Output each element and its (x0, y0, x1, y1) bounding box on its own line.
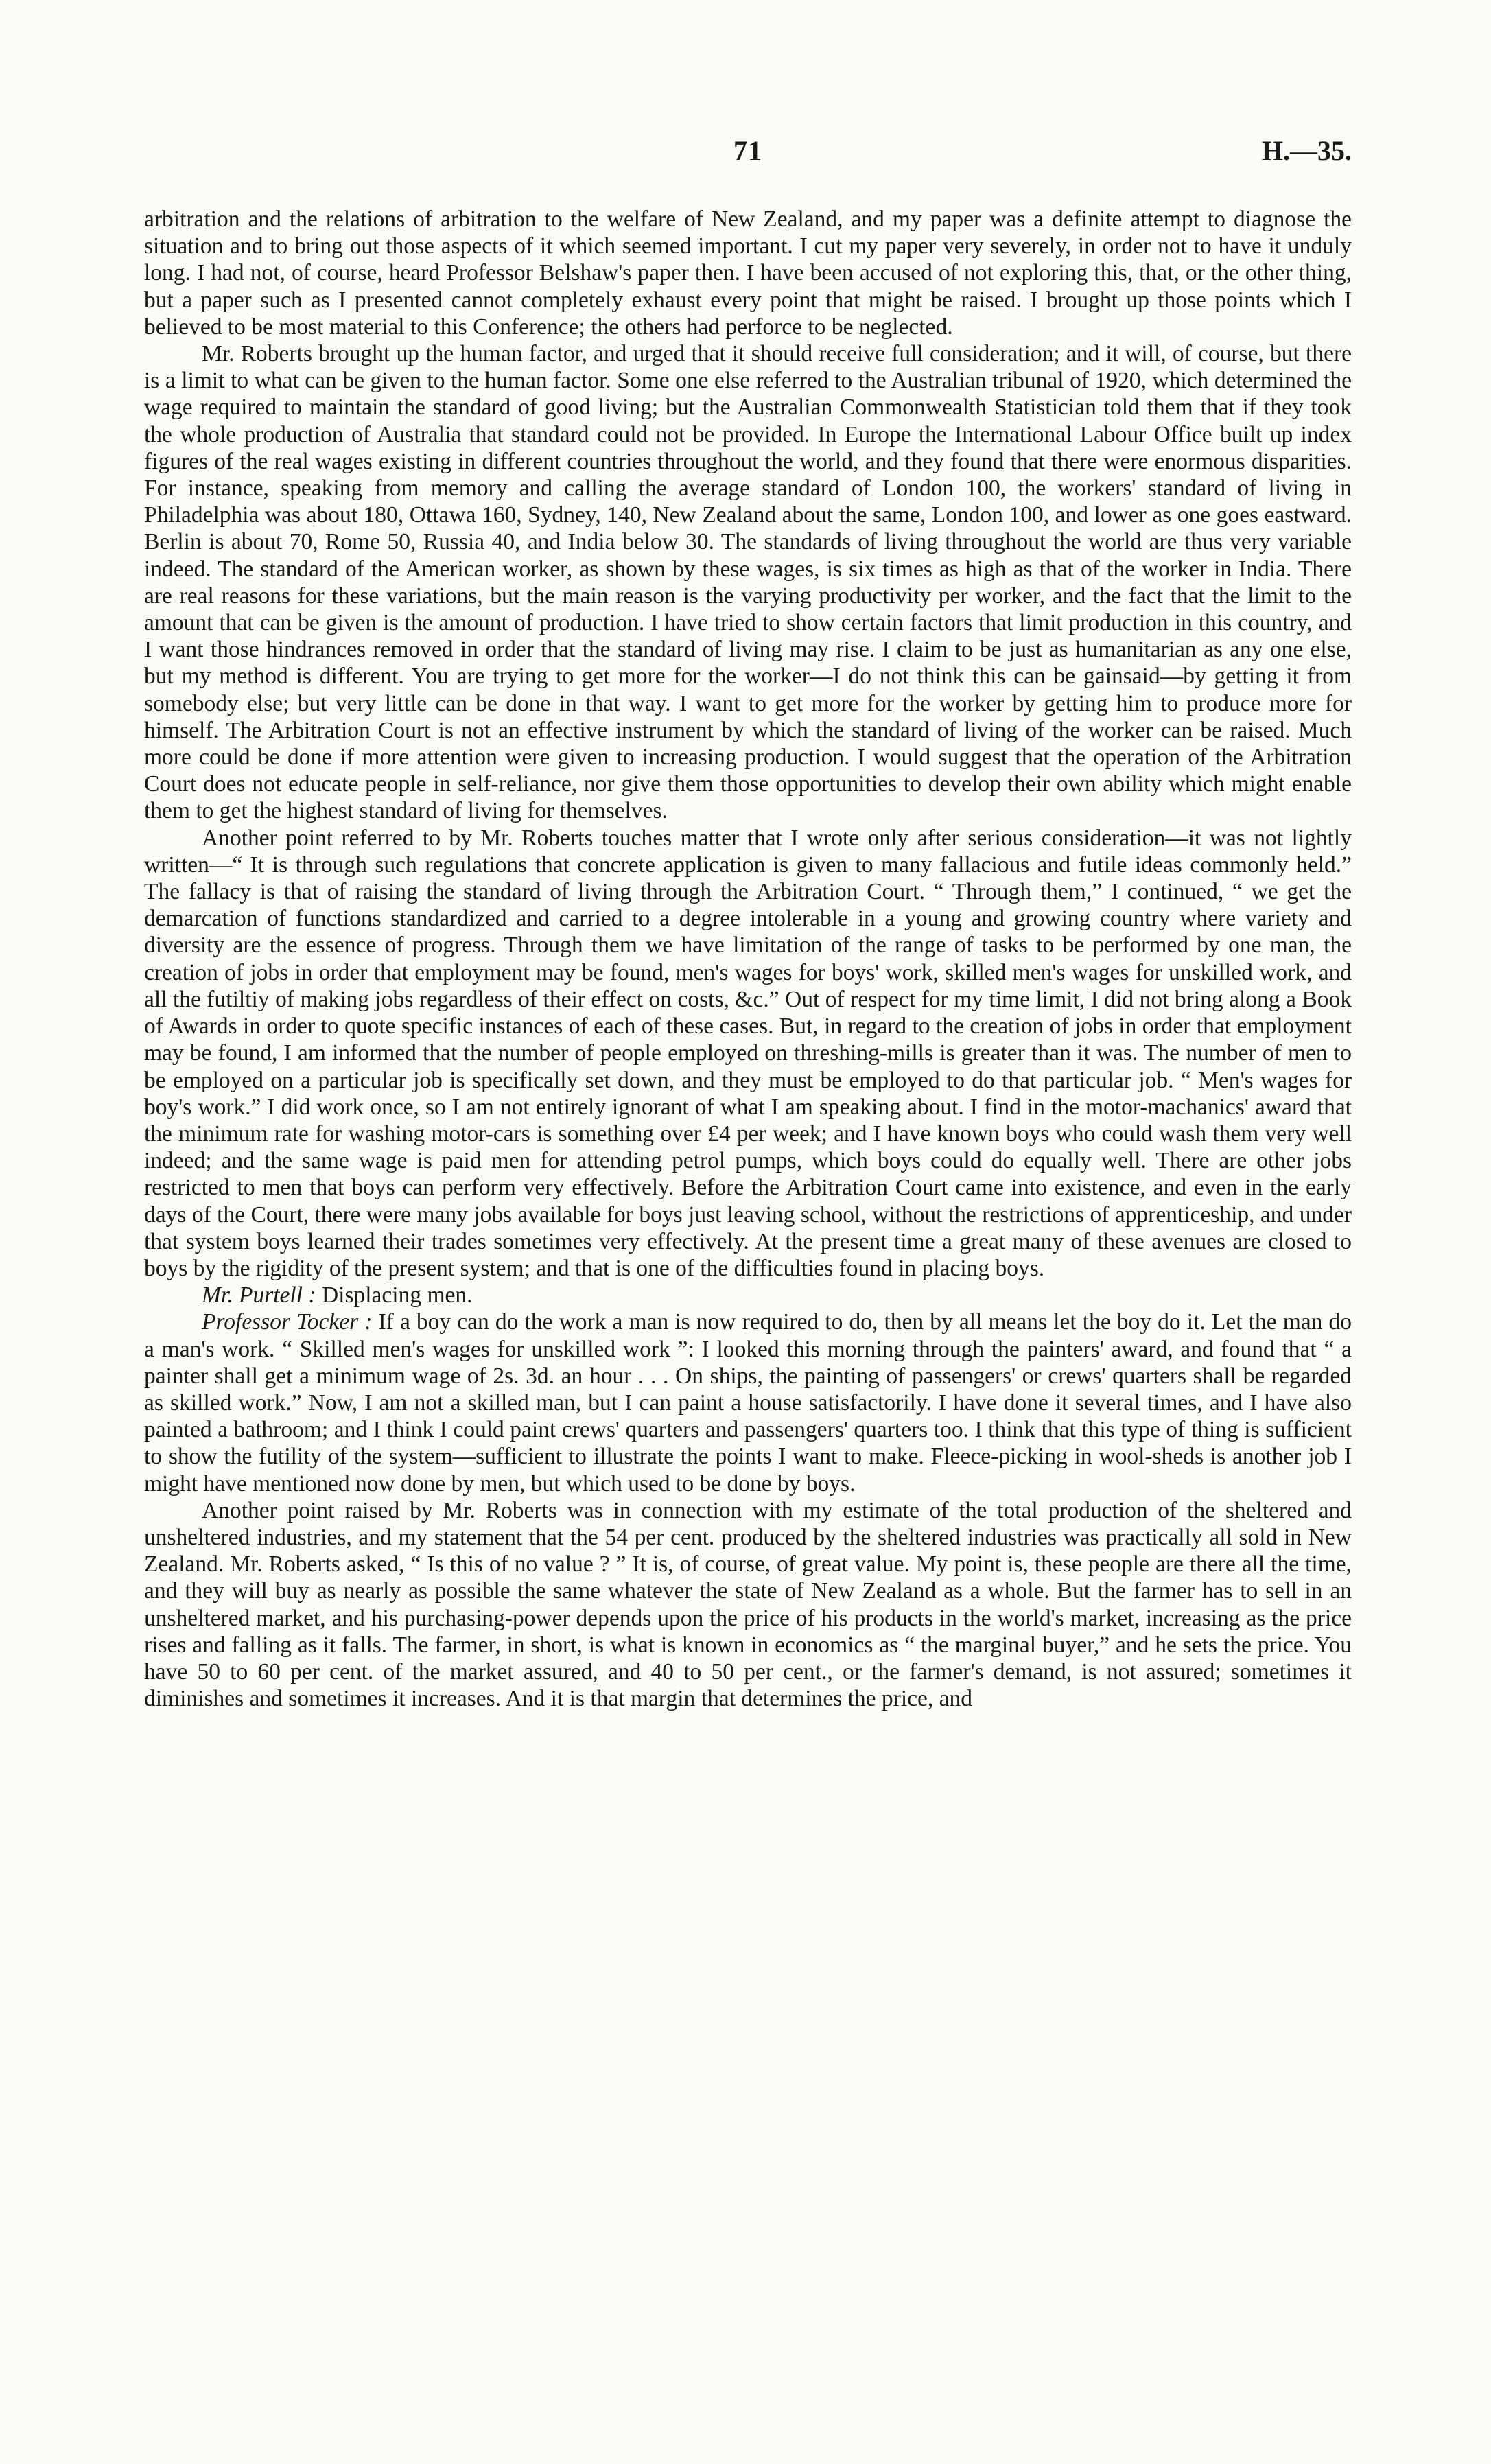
paragraph (144, 206, 1352, 340)
paragraph-text: Mr. Roberts brought up the human factor, and urged that it should receive full consideration; and it will, of course, but there is a limit to what can be given to the human factor. Some one else referred to the Australian tribunal of 1920, which determined the wage required to maintain the standard of good living; but the Australian Commonwealth Statistician told them that if they took the whole production of Australia that standard could not be provided. In Europe the International Labour Office built up index figures of the real wages existing in different countries throughout the world, and they found that there were enormous disparities. For instance, speaking from memory and calling the average standard of London 100, the workers' standard of living in Philadelphia was about 180, Ottawa 160, Sydney, 140, New Zealand about the same, London 100, and lower as one goes eastward. Berlin is about 70, Rome 50, Russia 40, and India below 30. The standards of living throughout the world are thus very variable indeed. The standard of the American worker, as shown by these wages, is six times as high as that of the worker in India. There are real reasons for these variations, but the main reason is the varying productivity per worker, and the fact that the limit to the amount that can be given is the amount of production. I have tried to show certain factors that limit production in this country, and I want those hindrances removed in order that the standard of living may rise. I claim to be just as humanitarian as any one else, but my method is different. You are trying to get more for the worker—I do not think this can be gainsaid—by getting it from somebody else; but very little can be done in that way. I want to get more for the worker by getting him to produce more for himself. The Arbitration Court is not an effective instrument by which the standard of living of the worker can be raised. Much more could be done if more attention were given to increasing production. I would suggest that the operation of the Arbitration Court does not educate people in self-reliance, nor give them those opportunities to develop their own ability which might enable them to get the highest standard of living for themselves. (144, 341, 1352, 824)
body-text (144, 206, 1352, 1712)
paragraph (144, 825, 1352, 1282)
paragraph (144, 1497, 1352, 1713)
paragraph (144, 1309, 1352, 1497)
page-header (144, 134, 1352, 176)
speaker-name: Mr. Purtell : (202, 1282, 316, 1309)
page-number: 71 (733, 135, 762, 166)
paragraph-text: Another point referred to by Mr. Roberts touches matter that I wrote only after serious consideration—it was not lightly written—“ It is through such regulations that concrete application is given to many fallacious and futile ideas commonly held.” The fallacy is that of raising the standard of living through the Arbitration Court. “ Through them,” I continued, “ we get the demarcation of functions standardized and carried to a degree intolerable in a young and growing country where variety and diversity are the essence of progress. Through them we have limitation of the range of tasks to be performed by one man, the creation of jobs in order that employment may be found, men's wages for boys' work, skilled men's wages for unskilled work, and all the futiltiy of making jobs regardless of their effect on costs, &c.” Out of respect for my time limit, I did not bring along a Book of Awards in order to quote specific instances of each of these cases. But, in regard to the creation of jobs in order that employment may be found, I am informed that the number of people employed on threshing-mills is greater than it was. The number of men to be employed on a particular job is specifically set down, and they must be employed to do that particular job. “ Men's wages for boy's work.” I did work once, so I am not entirely ignorant of what I am speaking about. I find in the motor-machanics' award that the minimum rate for washing motor-cars is something over £4 per week; and I have known boys who could wash them very well indeed; and the same wage is paid men for attending petrol pumps, which boys could do equally well. There are other jobs restricted to men that boys can perform very effectively. Before the Arbitration Court came into existence, and even in the early days of the Court, there were many jobs available for boys just leaving school, without the restrictions of apprenticeship, and under that system boys learned their trades sometimes very effectively. At the present time a great many of these avenues are closed to boys by the rigidity of the present system; and that is one of the difficulties found in placing boys. (144, 825, 1352, 1281)
paragraph-text: If a boy can do the work a man is now required to do, then by all means let the boy do it. Let the man do a man's work. “ Skilled men's wages for unskilled work ”: I looked this morning through the painters' award, and found that “ a painter shall get a minimum wage of 2s. 3d. an hour . . . On ships, the painting of passengers' or crews' quarters shall be regarded as skilled work.” Now, I am not a skilled man, but I can paint a house satisfactorily. I have done it several times, and I have also painted a bathroom; and I think I could paint crews' quarters and passengers' quarters too. I think that this type of thing is sufficient to show the futility of the system—sufficient to illustrate the points I want to make. Fleece-picking in wool-sheds is another job I might have mentioned now done by men, but which used to be done by boys. (144, 1309, 1352, 1497)
paragraph-text: Displacing men. (321, 1282, 473, 1309)
document-reference: H.—35. (1261, 135, 1352, 166)
paragraph-text: arbitration and the relations of arbitration to the welfare of New Zealand, and my paper was a definite attempt to diagnose the situation and to bring out those aspects of it which seemed important. I cut my paper very severely, in order not to have it unduly long. I had not, of course, heard Professor Belshaw's paper then. I have been accused of not exploring this, that, or the other thing, but a paper such as I presented cannot completely exhaust every point that might be raised. I brought up those points which I believed to be most material to this Conference; the others had perforce to be neglected. (144, 207, 1352, 340)
paragraph (144, 340, 1352, 825)
speaker-name: Professor Tocker : (202, 1309, 373, 1335)
paragraph-text: Another point raised by Mr. Roberts was in connection with my estimate of the total production of the sheltered and unsheltered industries, and my statement that the 54 per cent. produced by the sheltered industries was practically all sold in New Zealand. Mr. Roberts asked, “ Is this of no value ? ” It is, of course, of great value. My point is, these people are there all the time, and they will buy as nearly as possible the same whatever the state of New Zealand as a whole. But the farmer has to sell in an unsheltered market, and his purchasing-power depends upon the price of his products in the world's market, increasing as the price rises and falling as it falls. The farmer, in short, is what is known in economics as “ the marginal buyer,” and he sets the price. You have 50 to 60 per cent. of the market assured, and 40 to 50 per cent., or the farmer's demand, is not assured; sometimes it diminishes and sometimes it increases. And it is that margin that determines the price, and (144, 1497, 1352, 1712)
paragraph (144, 1282, 1352, 1309)
